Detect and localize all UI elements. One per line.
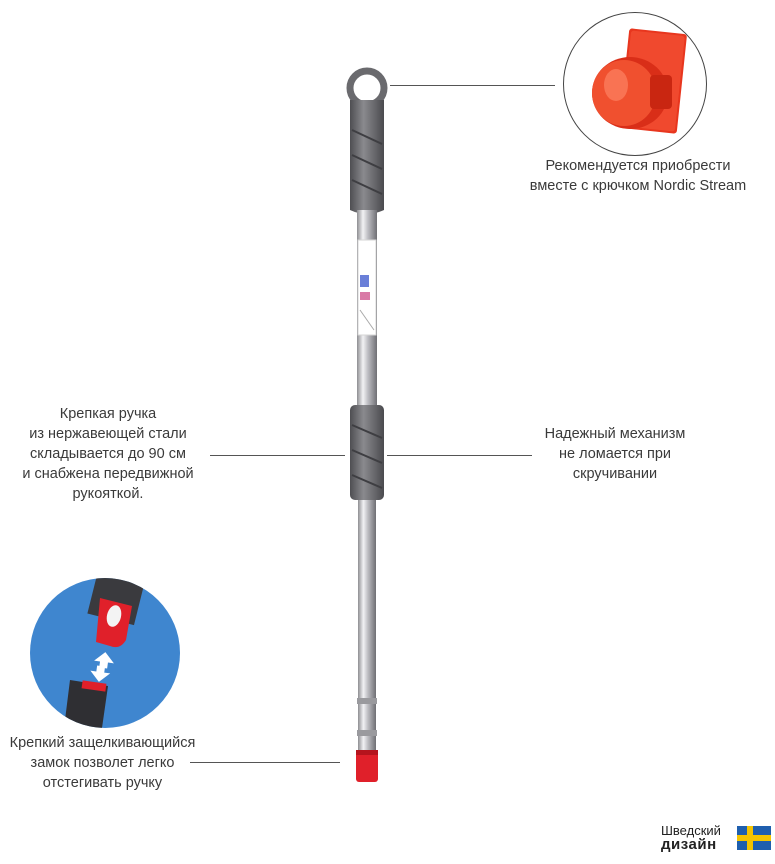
handle-caption-line-3: складывается до 90 см <box>30 446 186 462</box>
middle-grip <box>350 405 384 500</box>
hook-caption-line-1: Рекомендуется приобрести <box>545 158 731 174</box>
hook-caption-line-2: вместе с крючком Nordic Stream <box>529 178 747 194</box>
mechanism-caption-line-3: скручивании <box>572 466 658 482</box>
brand-line-2: дизайн <box>661 836 717 853</box>
lock-caption-line-3: отстегивать ручку <box>42 775 163 791</box>
lock-leader-line <box>190 762 340 763</box>
swedish-design-badge <box>661 824 771 856</box>
handle-caption-line-2: из нержавеющей стали <box>29 426 187 442</box>
hook-icon <box>564 13 706 155</box>
lock-circle <box>30 578 180 728</box>
top-grip <box>350 100 384 214</box>
handle-leader-line <box>210 455 345 456</box>
lock-icon <box>30 578 180 728</box>
hook-leader-line <box>390 85 555 86</box>
lower-tube <box>358 500 376 750</box>
double-arrow-icon <box>89 651 115 684</box>
hang-ring <box>350 71 384 105</box>
brand-text <box>661 824 721 852</box>
telescopic-handle-illustration <box>300 60 440 790</box>
brand-line-1: Шведский <box>661 823 721 838</box>
lock-caption-line-2: замок позволет легко <box>30 755 175 771</box>
hook-circle <box>563 12 707 156</box>
handle-caption <box>8 404 208 504</box>
product-label <box>358 240 376 335</box>
mechanism-caption <box>520 424 710 484</box>
lock-caption <box>0 733 205 793</box>
sweden-flag-icon <box>737 826 771 850</box>
hook-caption <box>508 156 768 196</box>
mechanism-caption-line-1: Надежный механизм <box>544 426 686 442</box>
handle-caption-line-4: и снабжена передвижной <box>22 466 194 482</box>
mechanism-caption-line-2: не ломается при <box>558 446 672 462</box>
lock-tip <box>356 750 378 782</box>
handle-caption-line-5: рукояткой. <box>72 486 144 502</box>
lock-caption-line-1: Крепкий защелкивающийся <box>9 735 196 751</box>
mechanism-leader-line <box>387 455 532 456</box>
handle-caption-line-1: Крепкая ручка <box>59 406 157 422</box>
